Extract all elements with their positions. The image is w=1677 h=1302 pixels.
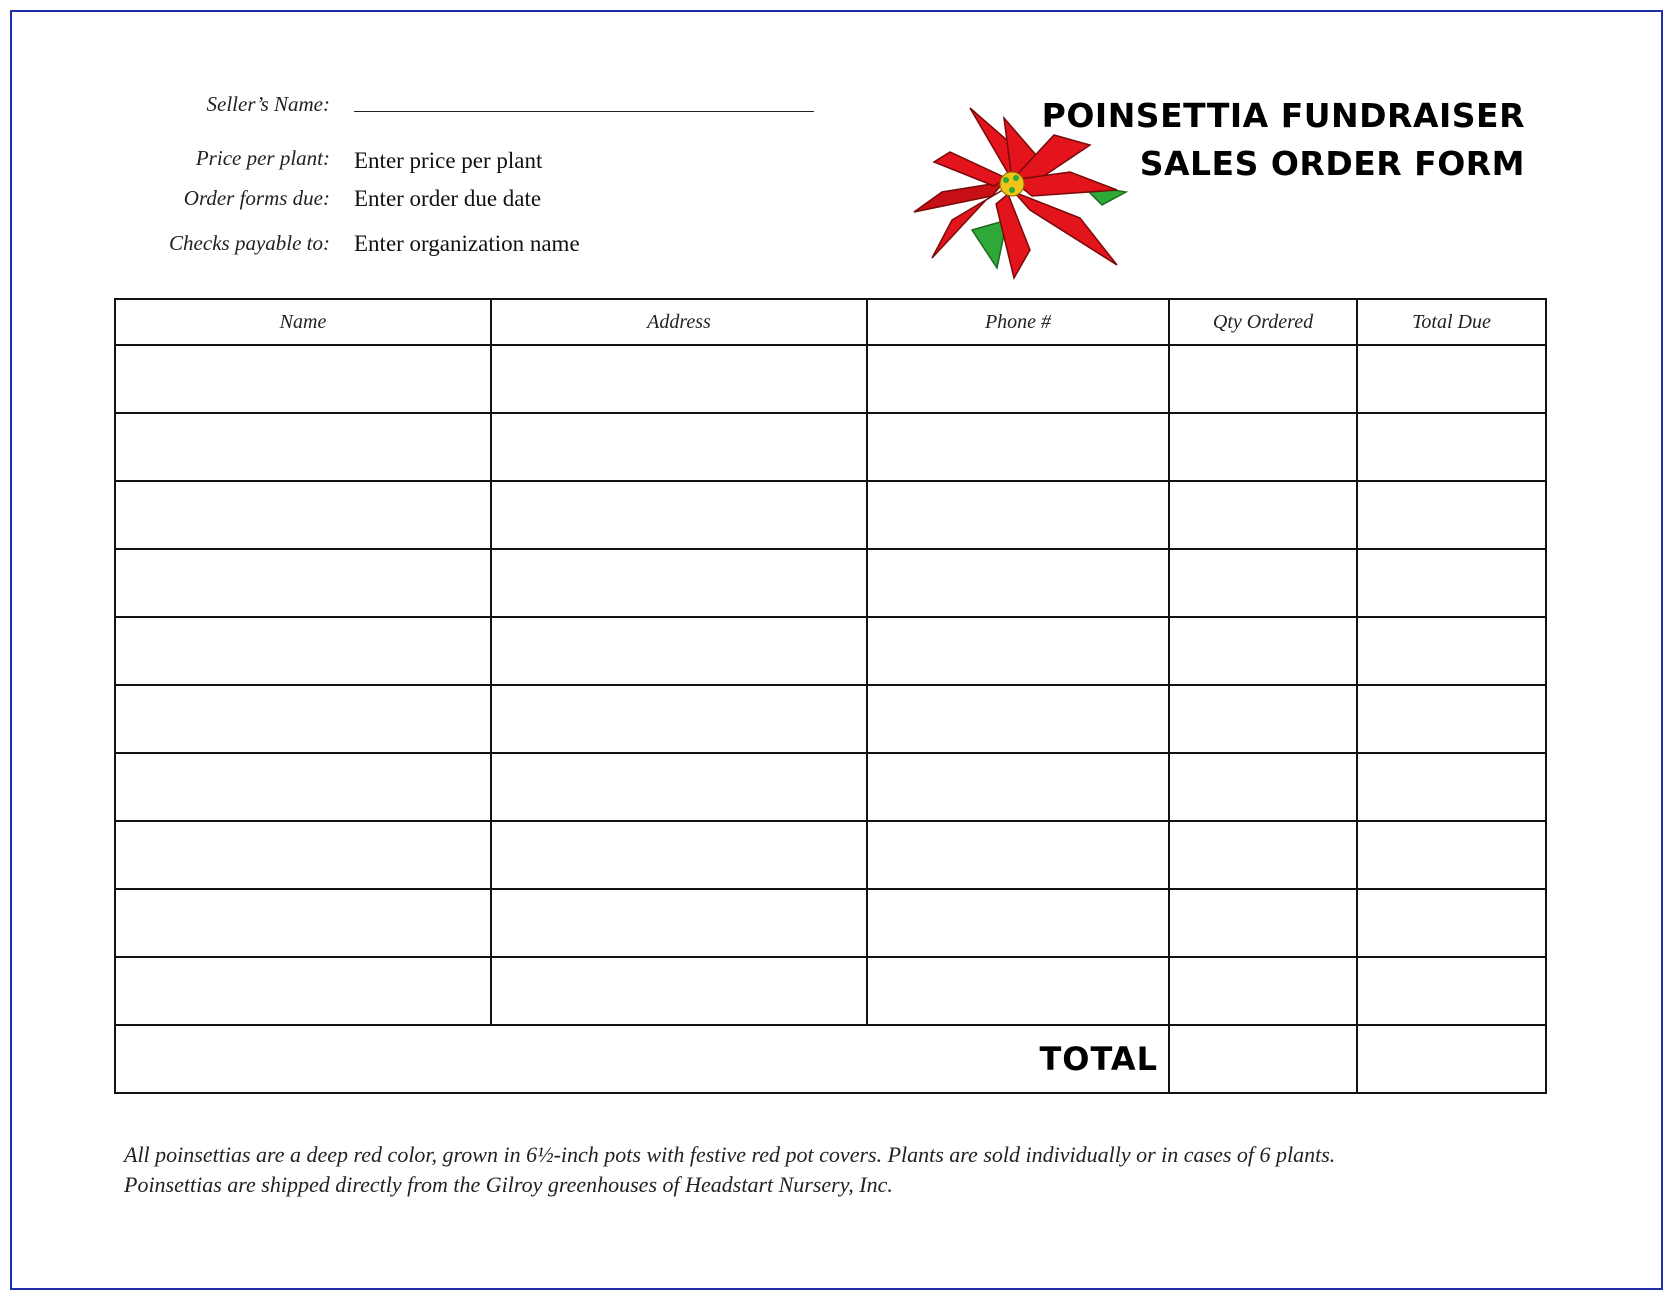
qty-cell[interactable] <box>1169 753 1357 821</box>
table-row <box>115 413 1546 481</box>
total-row <box>115 1025 1546 1093</box>
table-row <box>115 549 1546 617</box>
name-cell[interactable] <box>115 821 491 889</box>
table-row <box>115 889 1546 957</box>
address-cell[interactable] <box>491 345 867 413</box>
name-cell[interactable] <box>115 753 491 821</box>
table-row <box>115 685 1546 753</box>
total-label: TOTAL <box>115 1025 1169 1093</box>
column-total-due: Total Due <box>1357 299 1546 345</box>
payable-label: Checks payable to: <box>169 231 330 255</box>
qty-cell[interactable] <box>1169 549 1357 617</box>
due-date-value[interactable]: Enter order due date <box>354 186 542 211</box>
qty-cell[interactable] <box>1169 617 1357 685</box>
qty-cell[interactable] <box>1169 345 1357 413</box>
address-cell[interactable] <box>491 821 867 889</box>
name-cell[interactable] <box>115 549 491 617</box>
column-name: Name <box>115 299 491 345</box>
total-due-cell[interactable] <box>1357 617 1546 685</box>
phone-cell[interactable] <box>867 481 1169 549</box>
total-due-cell[interactable] <box>1357 821 1546 889</box>
qty-cell[interactable] <box>1169 413 1357 481</box>
phone-cell[interactable] <box>867 753 1169 821</box>
address-cell[interactable] <box>491 957 867 1025</box>
address-cell[interactable] <box>491 617 867 685</box>
column-phone: Phone # <box>867 299 1169 345</box>
table-header-row <box>115 299 1546 345</box>
total-due-cell[interactable] <box>1357 753 1546 821</box>
title-line-1: POINSETTIA FUNDRAISER <box>1041 96 1525 135</box>
address-cell[interactable] <box>491 549 867 617</box>
payable-value[interactable]: Enter organization name <box>354 231 580 256</box>
form-title <box>1042 92 1525 188</box>
order-rows <box>115 345 1546 1025</box>
qty-cell[interactable] <box>1169 889 1357 957</box>
name-cell[interactable] <box>115 957 491 1025</box>
price-value[interactable]: Enter price per plant <box>354 148 543 173</box>
name-cell[interactable] <box>115 889 491 957</box>
phone-cell[interactable] <box>867 345 1169 413</box>
total-due-cell[interactable] <box>1357 889 1546 957</box>
qty-cell[interactable] <box>1169 481 1357 549</box>
phone-cell[interactable] <box>867 549 1169 617</box>
total-due-cell[interactable] <box>1357 345 1546 413</box>
column-qty-ordered: Qty Ordered <box>1169 299 1357 345</box>
address-cell[interactable] <box>491 481 867 549</box>
title-line-2: SALES ORDER FORM <box>1139 144 1525 183</box>
order-form-page <box>10 10 1663 1290</box>
orders-table <box>114 298 1547 1094</box>
footnote-line-2: Poinsettias are shipped directly from the Gilroy greenhouses of Headstart Nursery, Inc. <box>124 1172 893 1197</box>
address-cell[interactable] <box>491 889 867 957</box>
phone-cell[interactable] <box>867 413 1169 481</box>
qty-cell[interactable] <box>1169 821 1357 889</box>
phone-cell[interactable] <box>867 617 1169 685</box>
price-label: Price per plant: <box>195 146 330 170</box>
address-cell[interactable] <box>491 413 867 481</box>
name-cell[interactable] <box>115 345 491 413</box>
phone-cell[interactable] <box>867 685 1169 753</box>
total-due-cell[interactable] <box>1357 1025 1546 1093</box>
total-due-cell[interactable] <box>1357 685 1546 753</box>
qty-cell[interactable] <box>1169 685 1357 753</box>
name-cell[interactable] <box>115 685 491 753</box>
table-row <box>115 821 1546 889</box>
table-row <box>115 617 1546 685</box>
total-due-cell[interactable] <box>1357 957 1546 1025</box>
seller-name-line[interactable] <box>354 111 814 112</box>
total-qty-cell[interactable] <box>1169 1025 1357 1093</box>
footnote <box>124 1140 1564 1200</box>
name-cell[interactable] <box>115 413 491 481</box>
table-row <box>115 345 1546 413</box>
table-row <box>115 481 1546 549</box>
phone-cell[interactable] <box>867 889 1169 957</box>
total-due-cell[interactable] <box>1357 413 1546 481</box>
table-row <box>115 957 1546 1025</box>
name-cell[interactable] <box>115 481 491 549</box>
name-cell[interactable] <box>115 617 491 685</box>
total-due-cell[interactable] <box>1357 481 1546 549</box>
column-address: Address <box>491 299 867 345</box>
due-date-label: Order forms due: <box>183 186 330 210</box>
phone-cell[interactable] <box>867 821 1169 889</box>
qty-cell[interactable] <box>1169 957 1357 1025</box>
phone-cell[interactable] <box>867 957 1169 1025</box>
footnote-line-1: All poinsettias are a deep red color, grown in 6½-inch pots with festive red pot covers. Plants are sold individually or in cases of 6 plants. <box>124 1142 1336 1167</box>
address-cell[interactable] <box>491 753 867 821</box>
table-row <box>115 753 1546 821</box>
seller-name-label: Seller’s Name: <box>206 92 330 116</box>
total-due-cell[interactable] <box>1357 549 1546 617</box>
address-cell[interactable] <box>491 685 867 753</box>
